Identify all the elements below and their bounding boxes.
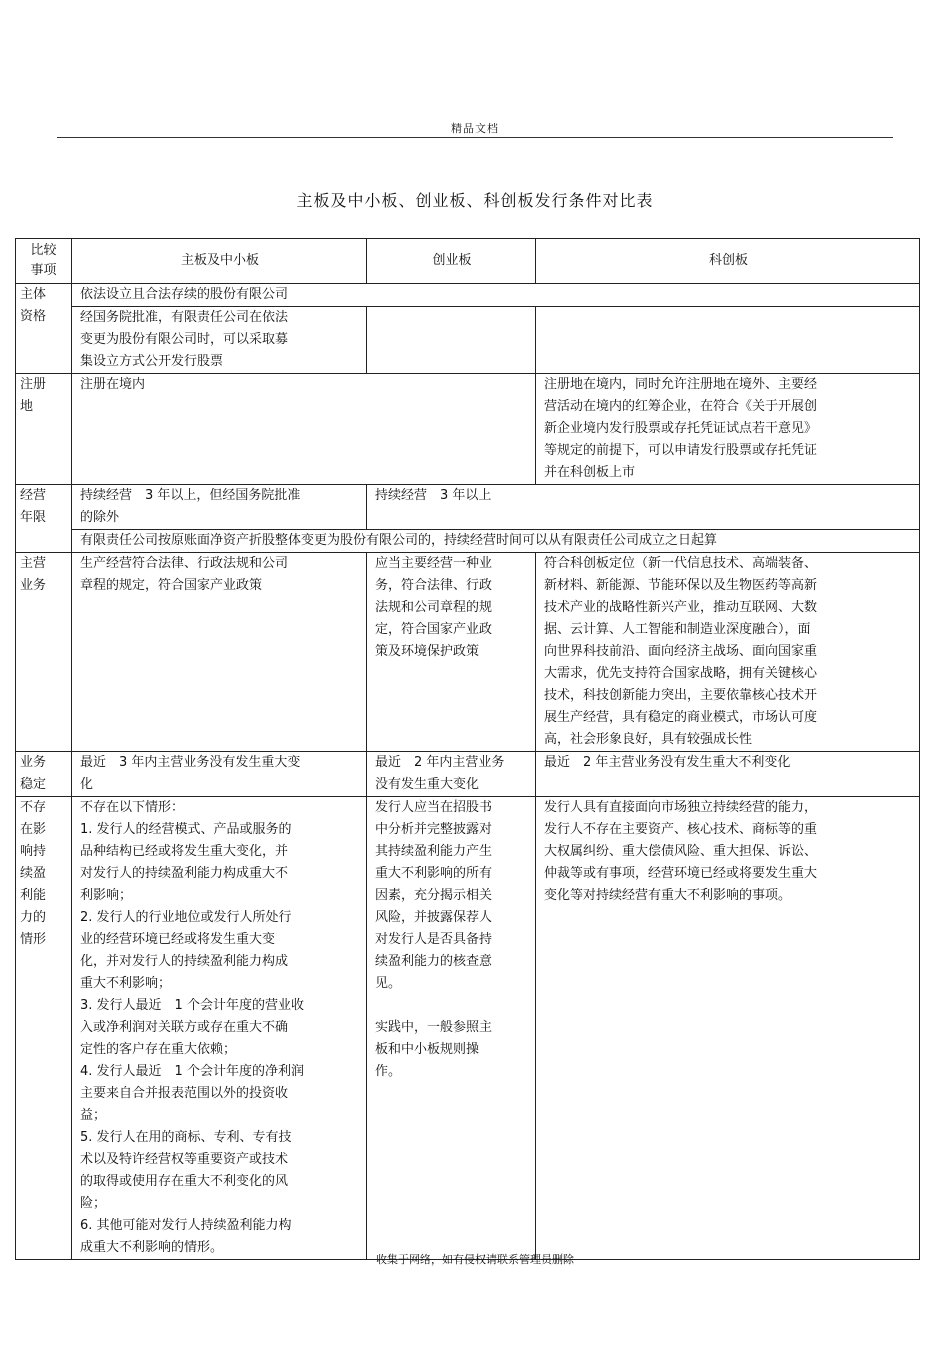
- table-row: [16, 485, 920, 530]
- table-row: [16, 284, 920, 307]
- page-footer: 收集于网络，如有侵权请联系管理员删除: [376, 1253, 574, 1266]
- continuity-gem: 发行人应当在招股书 中分析并完整披露对 其持续盈利能力产生 重大不利影响的所有 因素，充分揭示相关 风险，并披露保荐人 对发行人是否具备持 续盈利能力的核查意 见。 实践中，一般参照主 板和中小板规则操 作。: [367, 797, 536, 1260]
- business-star: 符合科创板定位（新一代信息技术、高端装备、 新材料、新能源、节能环保以及生物医药等高新 技术产业的战略性新兴产业，推动互联网、大数 据、云计算、人工智能和制造业深度融合），面 向世界科技前沿、面向经济主战场、面向国家重 大需求，优先支持符合国家战略，拥有关键核心 技术，科技创新能力突出，主要依靠核心技术开 展生产经营，具有稳定的商业模式，市场认可度 高，社会形象良好，具有较强成长性: [536, 553, 920, 752]
- subject-all-boards: 依法设立且合法存续的股份有限公司: [72, 284, 920, 307]
- subject-gem: [367, 307, 536, 374]
- header-star-board: 科创板: [536, 239, 920, 284]
- table-header-row: [16, 239, 920, 284]
- page-header: 精品文档: [451, 122, 499, 135]
- subject-main: 经国务院批准，有限责任公司在依法 变更为股份有限公司时，可以采取募 集设立方式公开发行股票: [72, 307, 367, 374]
- table-row: [16, 797, 920, 1260]
- row-label-stability: 业务 稳定: [16, 752, 72, 797]
- row-label-duration: 经营 年限: [16, 485, 72, 553]
- subject-star: [536, 307, 920, 374]
- header-compare-item: 比较 事项: [16, 239, 72, 284]
- header-main-board: 主板及中小板: [72, 239, 367, 284]
- duration-gem-star: 持续经营 3 年以上: [367, 485, 920, 530]
- duration-main: 持续经营 3 年以上，但经国务院批准 的除外: [72, 485, 367, 530]
- table-row: [16, 530, 920, 553]
- stability-gem: 最近 2 年内主营业务 没有发生重大变化: [367, 752, 536, 797]
- table-row: [16, 752, 920, 797]
- comparison-table: [15, 238, 920, 1260]
- row-label-business: 主营 业务: [16, 553, 72, 752]
- registration-star: 注册地在境内，同时允许注册地在境外、主要经 营活动在境内的红筹企业，在符合《关于开展创 新企业境内发行股票或存托凭证试点若干意见》 等规定的前提下，可以申请发行股票或存托凭证 并在科创板上市: [536, 374, 920, 485]
- registration-main-gem: 注册在境内: [72, 374, 536, 485]
- table-row: [16, 374, 920, 485]
- row-label-registration: 注册 地: [16, 374, 72, 485]
- stability-star: 最近 2 年主营业务没有发生重大不利变化: [536, 752, 920, 797]
- duration-all-boards: 有限责任公司按原账面净资产折股整体变更为股份有限公司的，持续经营时间可以从有限责任公司成立之日起算: [72, 530, 920, 553]
- row-label-continuity: 不存 在影 响持 续盈 利能 力的 情形: [16, 797, 72, 1260]
- business-main: 生产经营符合法律、行政法规和公司 章程的规定，符合国家产业政策: [72, 553, 367, 752]
- business-gem: 应当主要经营一种业 务，符合法律、行政 法规和公司章程的规 定，符合国家产业政 策及环境保护政策: [367, 553, 536, 752]
- header-gem-board: 创业板: [367, 239, 536, 284]
- table-row: [16, 307, 920, 374]
- table-row: [16, 553, 920, 752]
- document-title: 主板及中小板、创业板、科创板发行条件对比表: [296, 191, 654, 210]
- header-divider: [57, 137, 893, 138]
- continuity-main: 不存在以下情形： 1. 发行人的经营模式、产品或服务的 品种结构已经或将发生重大变化，并 对发行人的持续盈利能力构成重大不 利影响； 2. 发行人的行业地位或发行人所处行 业的经营环境已经或将发生重大变 化，并对发行人的持续盈利能力构成 重大不利影响； 3. 发行人最近 1 个会计年度的营业收 入或净利润对关联方或存在重大不确 定性的客户存在重大依赖； 4. 发行人最近 1 个会计年度的净利润 主要来自合并报表范围以外的投资收 益； 5. 发行人在用的商标、专利、专有技 术以及特许经营权等重要资产或技术 的取得或使用存在重大不利变化的风 险； 6. 其他可能对发行人持续盈利能力构 成重大不利影响的情形。: [72, 797, 367, 1260]
- continuity-star: 发行人具有直接面向市场独立持续经营的能力， 发行人不存在主要资产、核心技术、商标等的重 大权属纠纷、重大偿债风险、重大担保、诉讼、 仲裁等或有事项，经营环境已经或将要发生重大 变化等对持续经营有重大不利影响的事项。: [536, 797, 920, 1260]
- row-label-subject: 主体 资格: [16, 284, 72, 374]
- stability-main: 最近 3 年内主营业务没有发生重大变 化: [72, 752, 367, 797]
